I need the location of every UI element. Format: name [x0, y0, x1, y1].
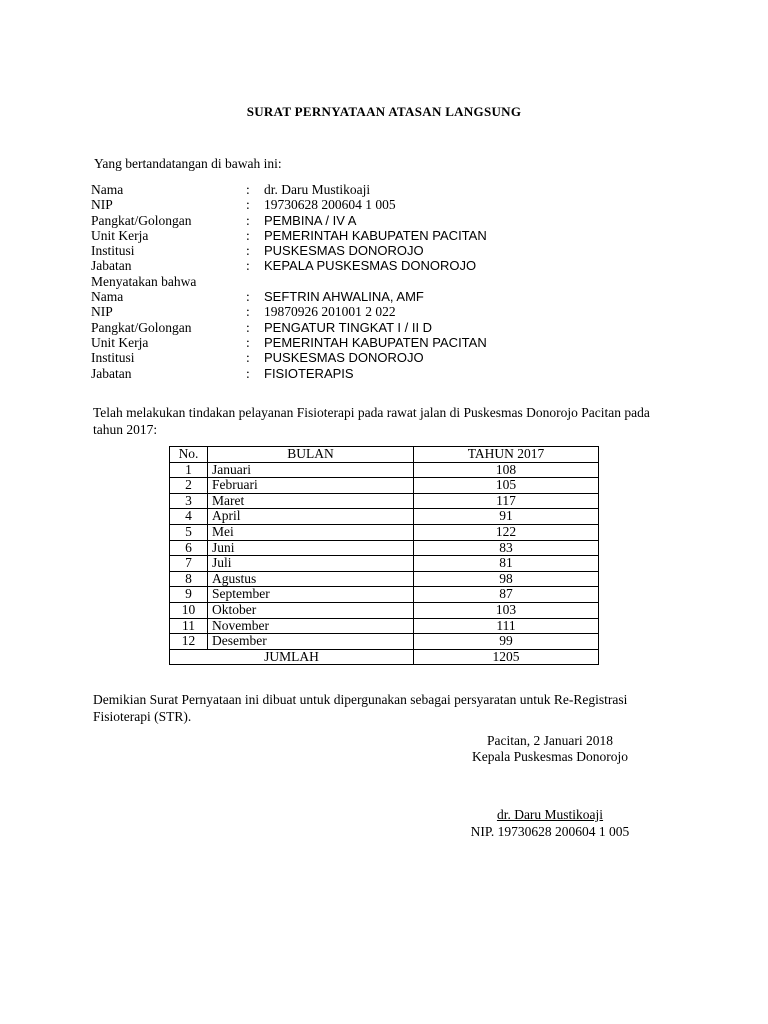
table-row — [170, 634, 599, 650]
colon-separator: : — [246, 227, 250, 243]
colon-separator: : — [246, 258, 250, 274]
table-row — [170, 493, 599, 509]
cell-no: 7 — [170, 556, 208, 572]
monthly-service-table — [169, 446, 599, 665]
cell-no: 12 — [170, 634, 208, 650]
cell-value: 117 — [414, 493, 599, 509]
colon-separator: : — [246, 243, 250, 259]
colon-separator: : — [246, 319, 250, 335]
cell-no: 11 — [170, 618, 208, 634]
colon-separator: : — [246, 182, 250, 197]
employee-value: 19870926 201001 2 022 — [264, 304, 396, 320]
intro-text: Yang bertandatangan di bawah ini: — [94, 156, 282, 171]
employee-label: Institusi — [91, 350, 135, 366]
employee-label: Jabatan — [91, 365, 132, 381]
signature-role: Kepala Puskesmas Donorojo — [472, 749, 628, 764]
colon-separator: : — [246, 365, 250, 381]
document-title: SURAT PERNYATAAN ATASAN LANGSUNG — [246, 104, 522, 119]
employee-label: Nama — [91, 289, 124, 305]
header-bulan: BULAN — [208, 447, 414, 463]
cell-bulan: Desember — [208, 634, 414, 650]
cell-bulan: November — [208, 618, 414, 634]
colon-separator: : — [246, 334, 250, 350]
colon-separator: : — [246, 212, 250, 228]
table-row — [170, 478, 599, 494]
employee-label: NIP — [91, 304, 113, 320]
supervisor-label: NIP — [91, 197, 113, 213]
employee-value: FISIOTERAPIS — [264, 365, 354, 381]
table-row — [170, 602, 599, 618]
cell-bulan: Februari — [208, 478, 414, 494]
cell-value: 83 — [414, 540, 599, 556]
total-label: JUMLAH — [170, 649, 414, 665]
cell-no: 3 — [170, 493, 208, 509]
cell-no: 1 — [170, 462, 208, 478]
cell-no: 2 — [170, 478, 208, 494]
cell-value: 122 — [414, 524, 599, 540]
colon-separator: : — [246, 350, 250, 366]
supervisor-value: 19730628 200604 1 005 — [264, 197, 396, 213]
table-row — [170, 462, 599, 478]
declaration-label: Menyatakan bahwa — [91, 273, 197, 289]
closing-statement: Demikian Surat Pernyataan ini dibuat untuk dipergunakan sebagai persyaratan untuk Re-Registrasi Fisioterapi (STR). — [93, 692, 628, 724]
supervisor-label: Institusi — [91, 243, 135, 259]
colon-separator: : — [246, 289, 250, 305]
cell-no: 6 — [170, 540, 208, 556]
supervisor-value: PEMERINTAH KABUPATEN PACITAN — [264, 227, 487, 243]
cell-value: 99 — [414, 634, 599, 650]
header-tahun: TAHUN 2017 — [414, 447, 599, 463]
signature-place-date: Pacitan, 2 Januari 2018 — [487, 733, 613, 748]
table-total-row — [170, 649, 599, 665]
table-row — [170, 571, 599, 587]
cell-value: 81 — [414, 556, 599, 572]
cell-value: 98 — [414, 571, 599, 587]
cell-value: 105 — [414, 478, 599, 494]
cell-bulan: Agustus — [208, 571, 414, 587]
cell-value: 108 — [414, 462, 599, 478]
employee-value: PENGATUR TINGKAT I / II D — [264, 319, 433, 335]
supervisor-label: Nama — [91, 182, 124, 197]
table-header-row — [170, 447, 599, 463]
cell-value: 111 — [414, 618, 599, 634]
supervisor-value: dr. Daru Mustikoaji — [264, 182, 371, 197]
table-row — [170, 587, 599, 603]
cell-bulan: Juni — [208, 540, 414, 556]
table-row — [170, 540, 599, 556]
cell-bulan: April — [208, 509, 414, 525]
cell-value: 103 — [414, 602, 599, 618]
table-row — [170, 524, 599, 540]
table-row — [170, 509, 599, 525]
cell-bulan: Oktober — [208, 602, 414, 618]
employee-value: PUSKESMAS DONOROJO — [264, 350, 424, 366]
cell-no: 8 — [170, 571, 208, 587]
employee-value: PEMERINTAH KABUPATEN PACITAN — [264, 334, 487, 350]
colon-separator: : — [246, 197, 250, 213]
cell-no: 4 — [170, 509, 208, 525]
signature-nip: NIP. 19730628 200604 1 005 — [470, 824, 630, 839]
supervisor-value: KEPALA PUSKESMAS DONOROJO — [264, 258, 477, 274]
total-value: 1205 — [414, 649, 599, 665]
table-row — [170, 556, 599, 572]
cell-bulan: Januari — [208, 462, 414, 478]
supervisor-value: PEMBINA / IV A — [264, 212, 357, 228]
supervisor-value: PUSKESMAS DONOROJO — [264, 243, 424, 259]
supervisor-label: Unit Kerja — [91, 227, 149, 243]
cell-bulan: Juli — [208, 556, 414, 572]
cell-bulan: Mei — [208, 524, 414, 540]
employee-label: Unit Kerja — [91, 334, 149, 350]
cell-value: 91 — [414, 509, 599, 525]
supervisor-label: Pangkat/Golongan — [91, 212, 192, 228]
employee-value: SEFTRIN AHWALINA, AMF — [264, 289, 424, 305]
cell-no: 5 — [170, 524, 208, 540]
header-no: No. — [170, 447, 208, 463]
table-row — [170, 618, 599, 634]
cell-value: 87 — [414, 587, 599, 603]
signature-name: dr. Daru Mustikoaji — [496, 807, 604, 822]
cell-bulan: Maret — [208, 493, 414, 509]
table-body — [170, 462, 599, 649]
supervisor-label: Jabatan — [91, 258, 132, 274]
cell-no: 9 — [170, 587, 208, 603]
service-statement: Telah melakukan tindakan pelayanan Fisioterapi pada rawat jalan di Puskesmas Donorojo Pacitan pada tahun 2017: — [93, 405, 650, 437]
colon-separator: : — [246, 304, 250, 320]
cell-no: 10 — [170, 602, 208, 618]
cell-bulan: September — [208, 587, 414, 603]
employee-label: Pangkat/Golongan — [91, 319, 192, 335]
